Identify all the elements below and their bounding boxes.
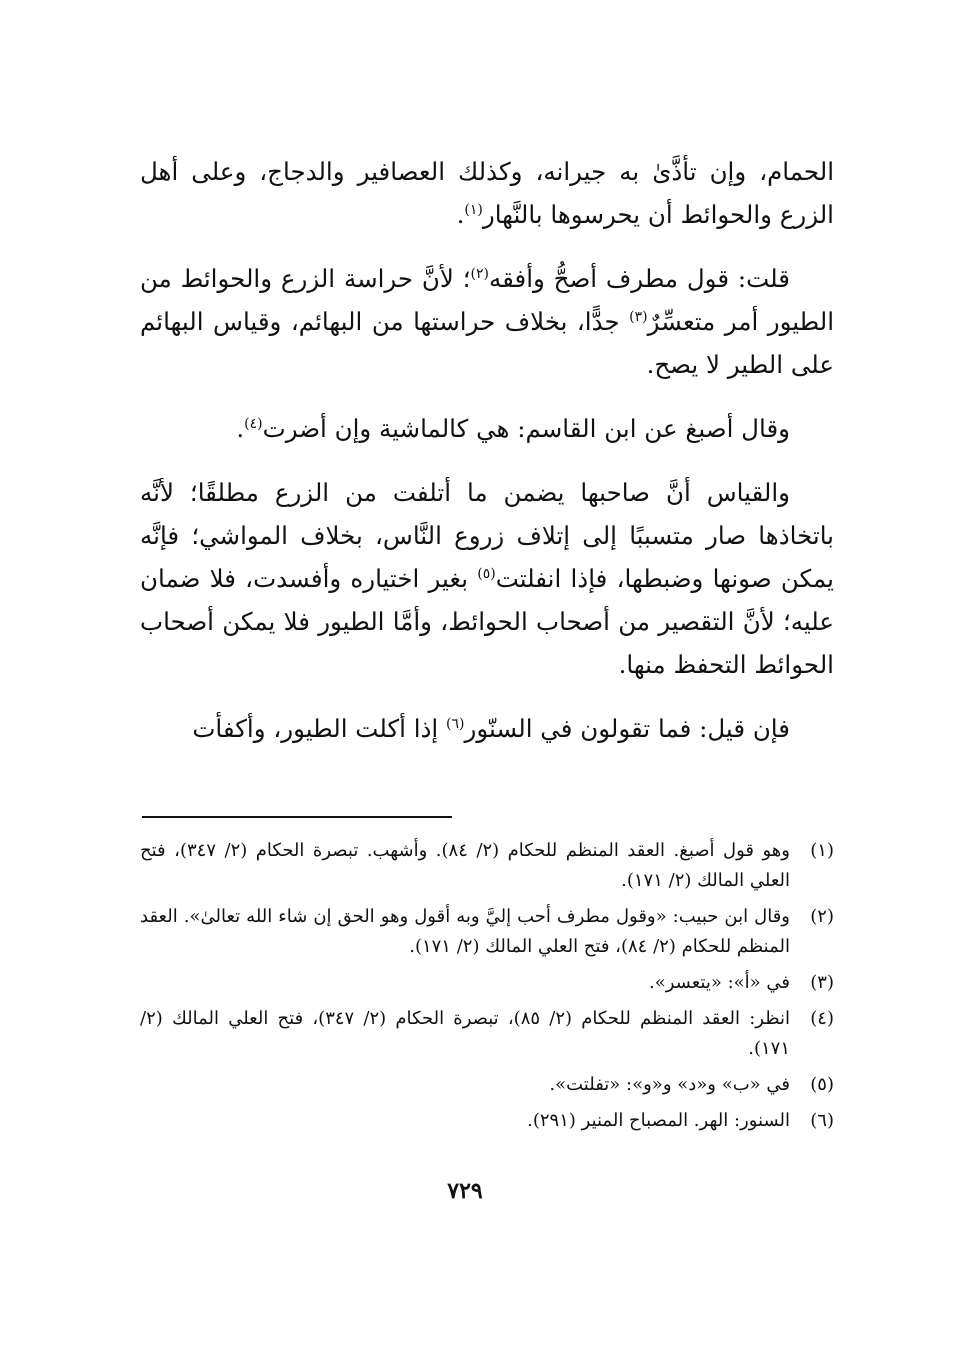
- paragraph-4-text-a: والقياس أنَّ صاحبها يضمن ما أتلفت من الزرع مطلقًا؛ لأنَّه باتخاذها صار متسببًا إلى إتلاف زروع النَّاس، بخلاف المواشي؛ فإنَّه يمكن صونها وضبطها، فإذا انفلتت: [140, 478, 835, 593]
- footnote-item: [140, 968, 834, 998]
- footnote-item: [140, 902, 834, 962]
- page-number: ٧٢٩: [447, 1178, 483, 1204]
- paragraph-1-text: الحمام، وإن تأذَّىٰ به جيرانه، وكذلك العصافير والدجاج، وعلى أهل الزرع والحوائط أن يحرسوها بالنَّهار: [140, 157, 834, 229]
- paragraph-4: [140, 471, 834, 686]
- footnote-item: [140, 1106, 834, 1136]
- paragraph-2-text-b: ؛ لأنَّ حراسة الزرع والحوائط من الطيور أمر متعسِّرٌ: [140, 264, 835, 336]
- paragraph-5: [140, 707, 834, 750]
- footnote-number: (٤): [810, 1008, 834, 1029]
- paragraph-3-text: وقال أصبغ عن ابن القاسم: هي كالماشية وإن أضرت: [262, 414, 790, 443]
- footnote-text: وهو قول أصبغ. العقد المنظم للحكام (٢/ ٨٤). وأشهب. تبصرة الحكام (٢/ ٣٤٧)، فتح العلي المالك (٢/ ١٧١).: [140, 840, 790, 891]
- footnote-item: [140, 836, 834, 896]
- paragraph-2: [140, 257, 834, 386]
- footnote-ref-2[interactable]: (٢): [470, 265, 489, 282]
- paragraph-5-text-a: فإن قيل: فما تقولون في السنّور: [464, 714, 790, 743]
- footnote-ref-5[interactable]: (٥): [477, 565, 496, 582]
- footnote-item: [140, 1070, 834, 1100]
- footnote-text: انظر: العقد المنظم للحكام (٢/ ٨٥)، تبصرة الحكام (٢/ ٣٤٧)، فتح العلي المالك (٢/ ١٧١).: [140, 1008, 790, 1059]
- paragraph-1: [140, 150, 834, 236]
- footnote-number: (١): [810, 840, 834, 861]
- footnotes: [140, 836, 834, 1142]
- footnote-number: (٥): [810, 1074, 834, 1095]
- footnote-ref-3[interactable]: (٣): [629, 308, 648, 325]
- paragraph-4-text-b: بغير اختياره وأفسدت، فلا ضمان عليه؛ لأنَّ التقصير من أصحاب الحوائط، وأمَّا الطيور فلا يمكن أصحاب الحوائط التحفظ منها.: [140, 564, 834, 679]
- footnote-ref-1[interactable]: (١): [464, 201, 483, 218]
- footnote-item: [140, 1004, 834, 1064]
- footnote-text: السنور: الهر. المصباح المنير (٢٩١).: [527, 1110, 790, 1131]
- paragraph-3: [140, 407, 834, 450]
- footnote-ref-4[interactable]: (٤): [244, 415, 263, 432]
- paragraph-2-text-a: قلت: قول مطرف أصحُّ وأفقه: [488, 264, 790, 293]
- footnote-number: (٦): [810, 1110, 834, 1131]
- footnote-ref-6[interactable]: (٦): [446, 715, 465, 732]
- footnote-divider: [142, 816, 452, 818]
- paragraph-3-end: .: [236, 414, 245, 443]
- main-text: [140, 150, 834, 750]
- paragraph-1-end: .: [456, 200, 465, 229]
- footnote-text: وقال ابن حبيب: «وقول مطرف أحب إليَّ وبه أقول وهو الحق إن شاء الله تعالىٰ». العقد المنظم للحكام (٢/ ٨٤)، فتح العلي المالك (٢/ ١٧١).: [140, 906, 790, 957]
- paragraph-5-text-b: إذا أكلت الطيور، وأكفأت: [192, 714, 447, 743]
- footnote-number: (٣): [810, 972, 834, 993]
- footnote-number: (٢): [810, 906, 834, 927]
- footnote-text: في «أ»: «يتعسر».: [648, 972, 790, 993]
- footnote-text: في «ب» و«د» و«و»: «تفلتت».: [549, 1074, 790, 1095]
- paragraph-2-text-c: جدًّا، بخلاف حراستها من البهائم، وقياس البهائم على الطير لا يصح.: [140, 307, 834, 379]
